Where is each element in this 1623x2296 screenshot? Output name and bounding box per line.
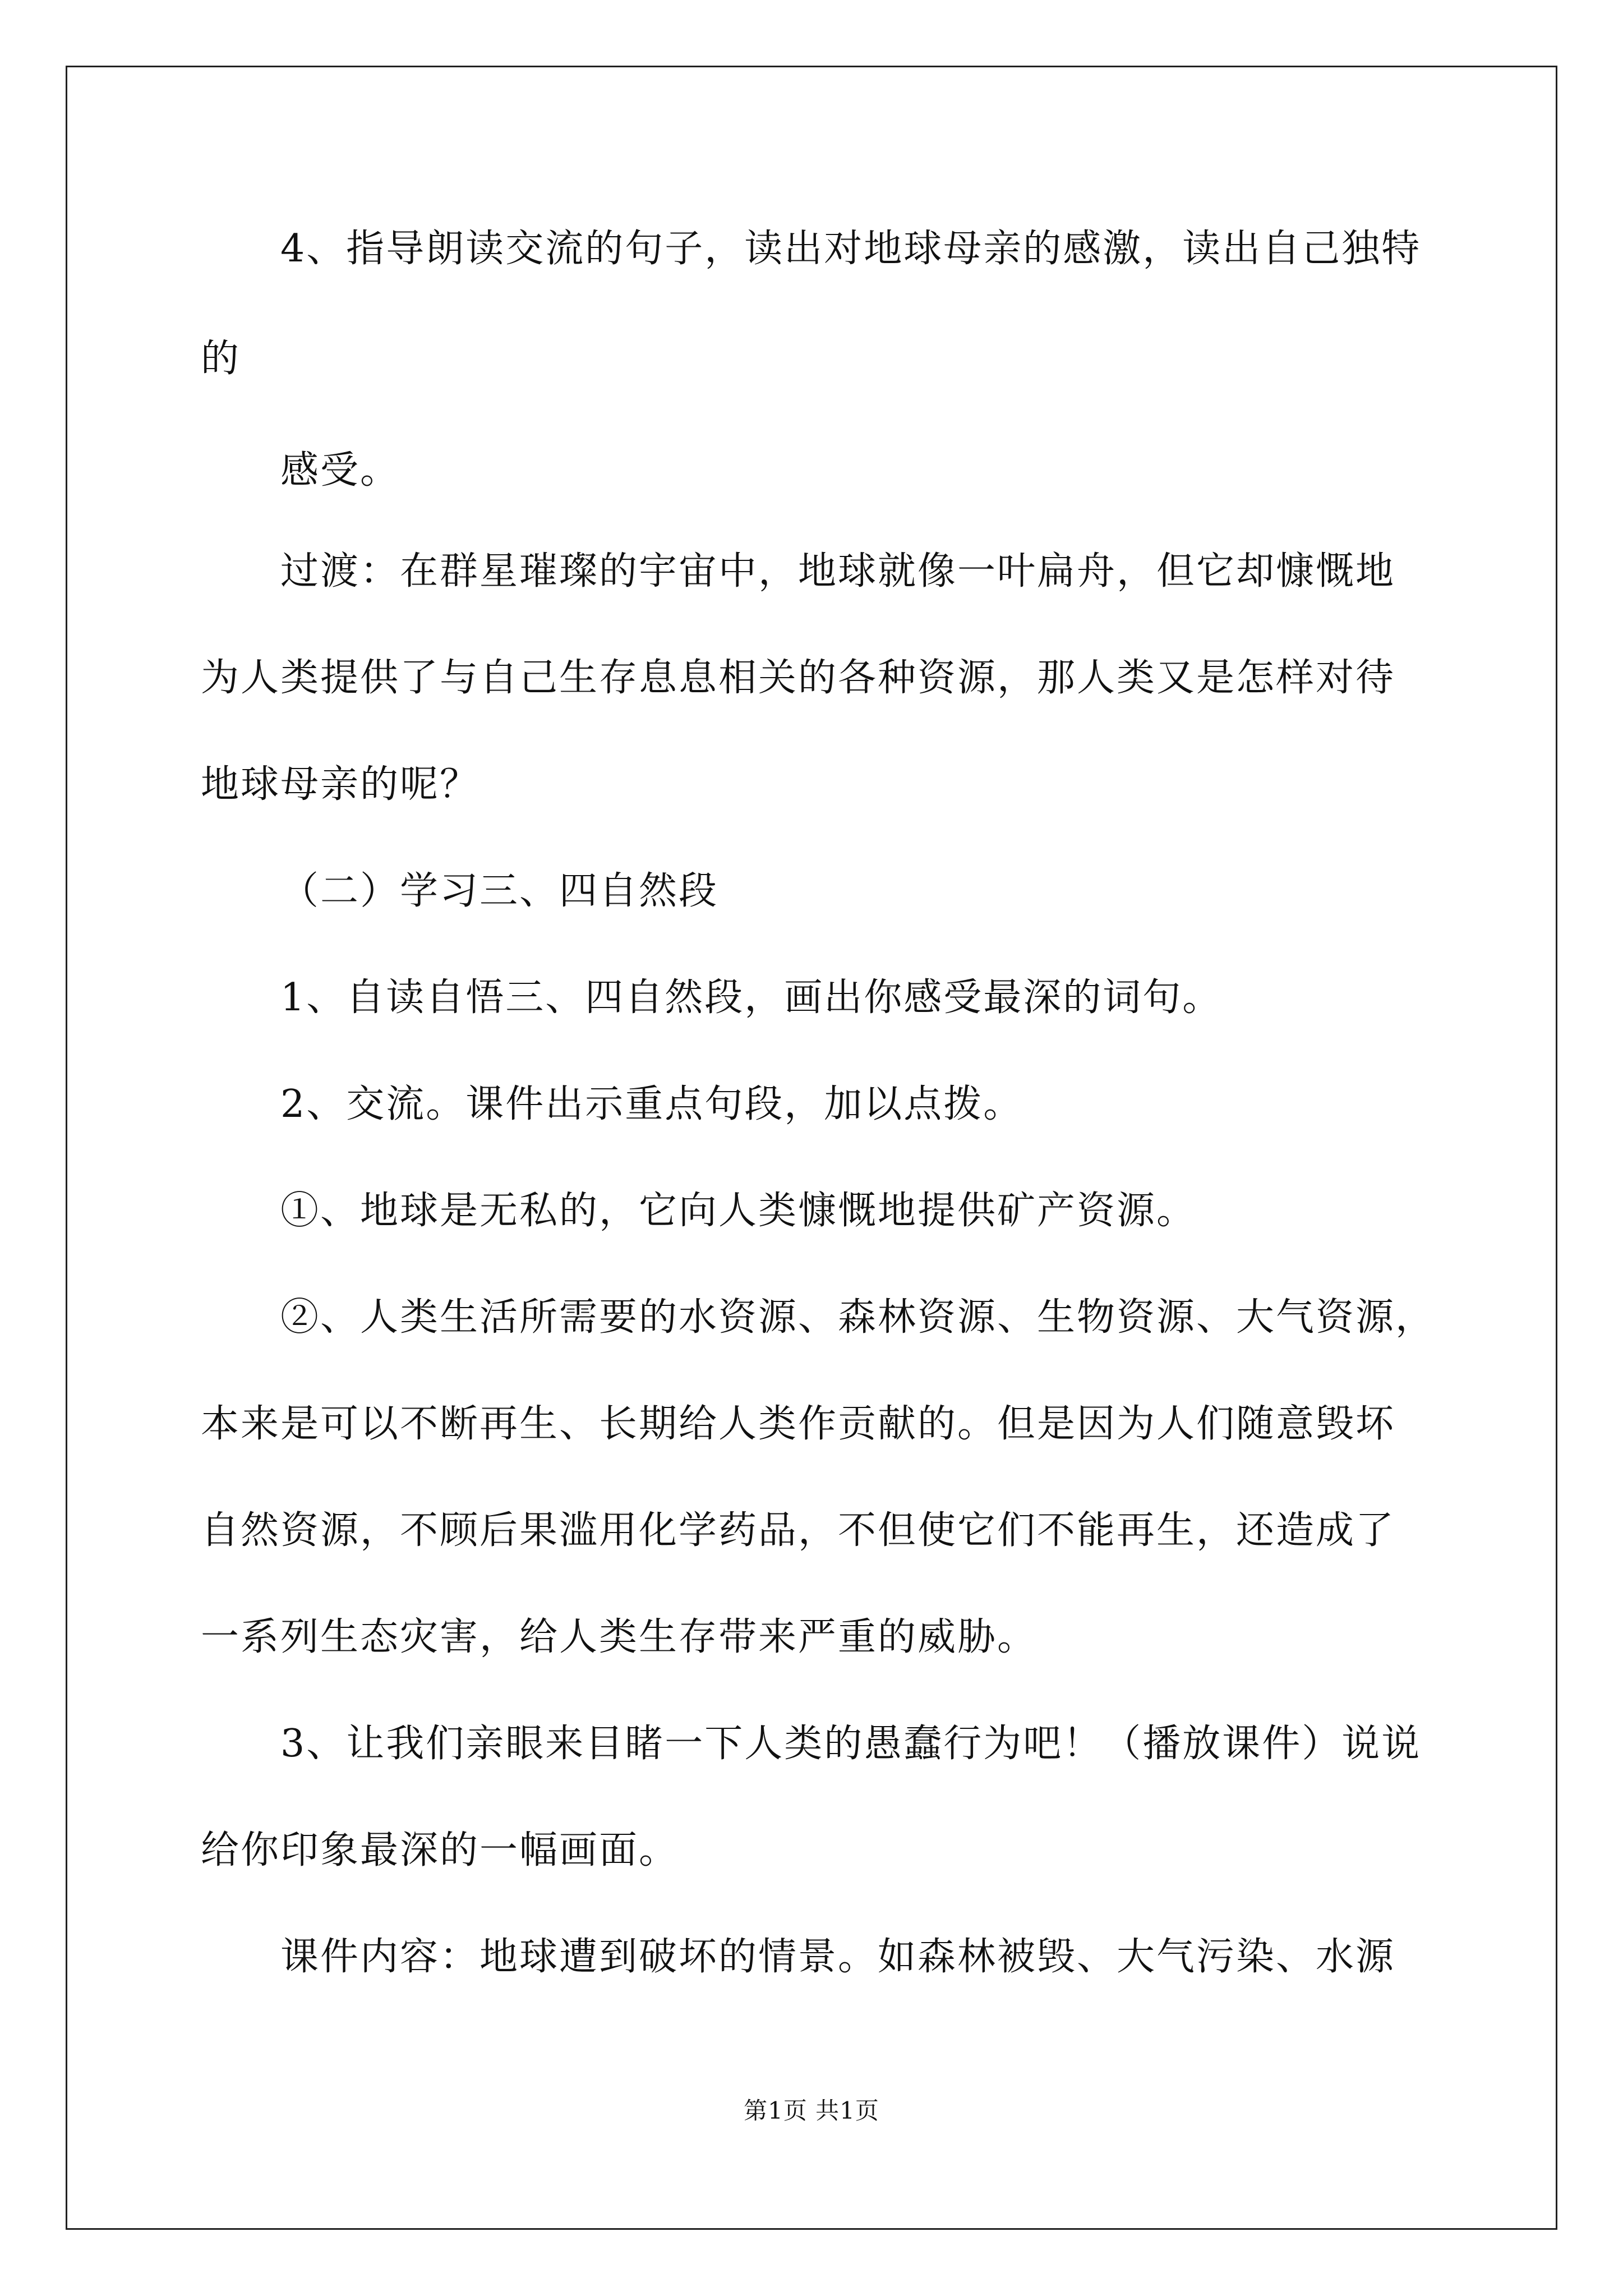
paragraph-line: 地球母亲的呢？ bbox=[201, 762, 480, 807]
paragraph-line: 给你印象最深的一幅画面。 bbox=[201, 1828, 679, 1872]
page-border bbox=[66, 66, 1557, 2230]
paragraph-line: 感受。 bbox=[280, 448, 400, 493]
paragraph-line: ①、地球是无私的，它向人类慷慨地提供矿产资源。 bbox=[280, 1189, 1197, 1233]
paragraph-line: 一系列生态灾害，给人类生存带来严重的威胁。 bbox=[201, 1615, 1038, 1659]
paragraph-line: 4、指导朗读交流的句子，读出对地球母亲的感激，读出自己独特 bbox=[280, 227, 1422, 271]
paragraph-line: 2、交流。课件出示重点句段，加以点拨。 bbox=[280, 1082, 1023, 1126]
paragraph-line: 3、让我们亲眼来目睹一下人类的愚蠢行为吧！（播放课件）说说 bbox=[280, 1722, 1422, 1766]
section-heading: （二）学习三、四自然段 bbox=[280, 869, 719, 913]
paragraph-line: 为人类提供了与自己生存息息相关的各种资源，那人类又是怎样对待 bbox=[201, 656, 1396, 700]
paragraph-line: 本来是可以不断再生、长期给人类作贡献的。但是因为人们随意毁坏 bbox=[201, 1402, 1396, 1446]
paragraph-line: 课件内容：地球遭到破坏的情景。如森林被毁、大气污染、水源 bbox=[280, 1935, 1396, 1979]
paragraph-line: 的 bbox=[201, 337, 241, 381]
paragraph-line: 自然资源，不顾后果滥用化学药品，不但使它们不能再生，还造成了 bbox=[201, 1508, 1396, 1553]
page-footer: 第1页 共1页 bbox=[744, 2097, 879, 2124]
paragraph-line: 1、自读自悟三、四自然段，画出你感受最深的词句。 bbox=[280, 976, 1223, 1020]
paragraph-line: ②、人类生活所需要的水资源、森林资源、生物资源、大气资源， bbox=[280, 1295, 1436, 1340]
paragraph-line: 过渡：在群星璀璨的宇宙中，地球就像一叶扁舟，但它却慷慨地 bbox=[280, 549, 1396, 593]
